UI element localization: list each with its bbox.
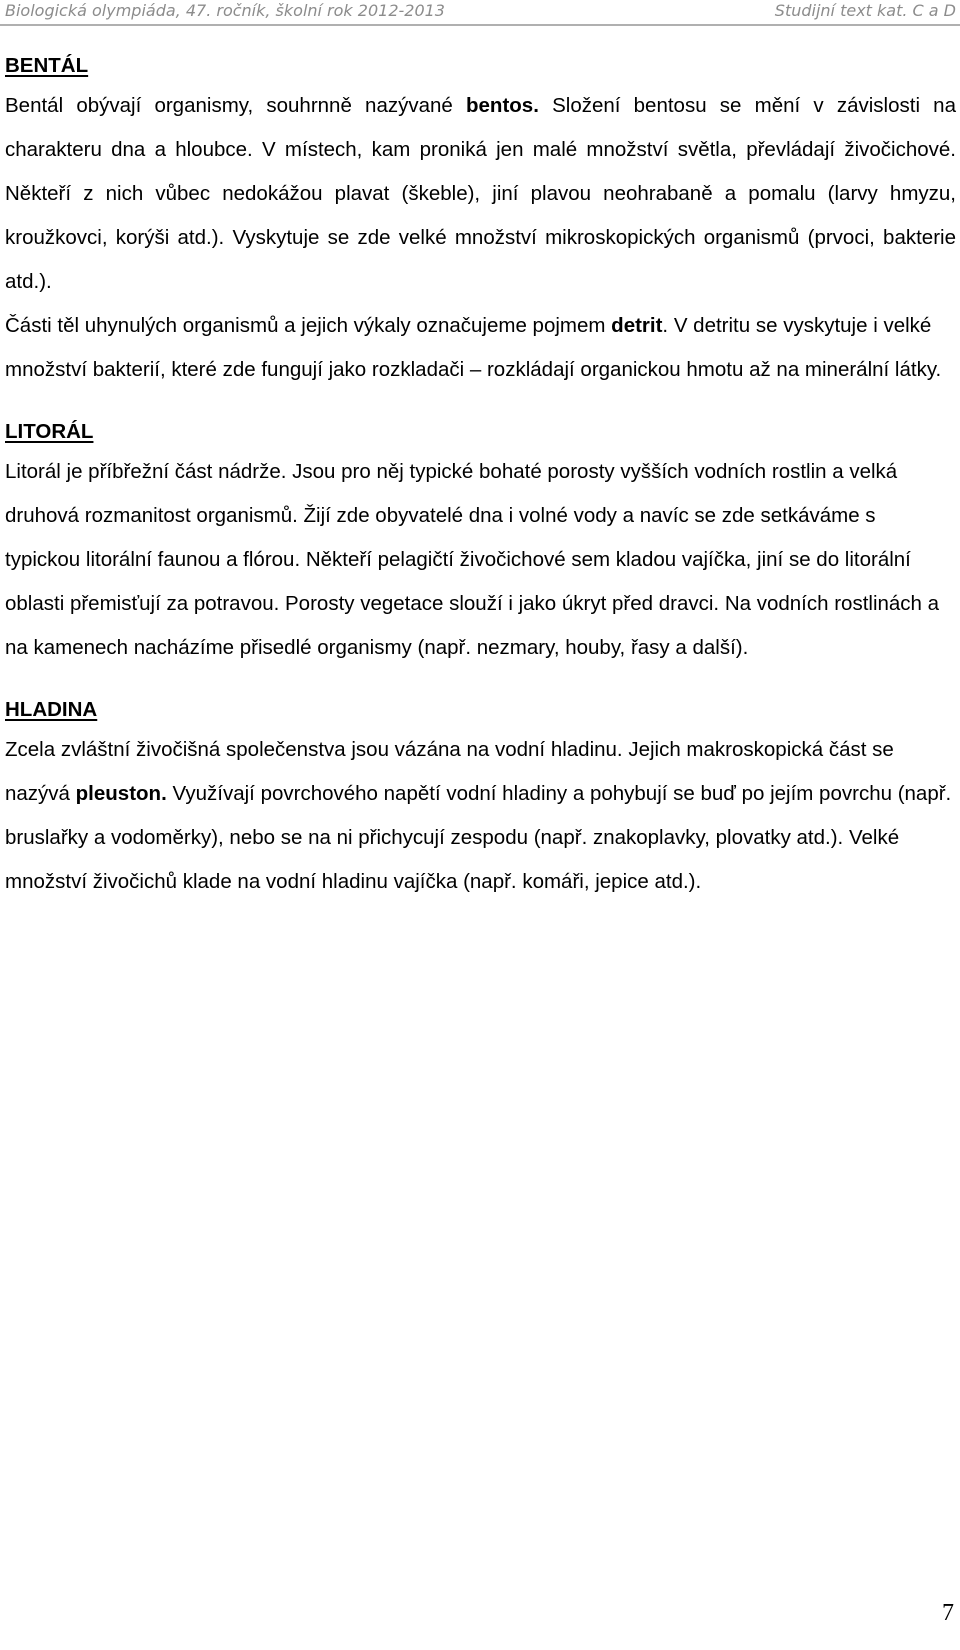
section-hladina xyxy=(5,692,956,904)
section-gap xyxy=(5,392,956,414)
paragraph-text: . V detritu se vyskytuje i velké množství bakterií, které zde fungují jako rozkladači – rozkládají organickou hmotu až na minerální látky. xyxy=(5,314,942,381)
paragraph-pleuston xyxy=(5,728,956,904)
paragraph-detrit xyxy=(5,304,956,392)
header-title: Biologická olympiáda, 47. ročník, školní rok 2012-2013 xyxy=(5,1,445,20)
running-header xyxy=(0,0,960,28)
paragraph-text: Zcela zvláštní živočišná společenstva jsou vázána na vodní hladinu. Jejich makroskopická část se nazývá xyxy=(5,738,894,805)
paragraph-text: Bentál obývají organismy, souhrnně nazývané xyxy=(5,94,466,117)
heading-litoral: LITORÁL xyxy=(5,420,94,443)
term-pleuston: pleuston. xyxy=(75,782,167,805)
section-gap xyxy=(5,670,956,692)
page-content xyxy=(5,48,956,904)
heading-bental: BENTÁL xyxy=(5,54,89,77)
header-category: Studijní text kat. C a D xyxy=(774,1,956,20)
paragraph-litoral: Litorál je příbřežní část nádrže. Jsou pro něj typické bohaté porosty vyšších vodních rostlin a velká druhová rozmanitost organismů. Žijí zde obyvatelé dna i volné vody a navíc se zde setkáváme s typickou litorální faunou a flórou. Někteří pelagičtí živočichové sem kladou vajíčka, jiní se do litorální oblasti přemisťují za potravou. Porosty vegetace slouží i jako úkryt před dravci. Na vodních rostlinách a na kamenech nacházíme přisedlé organismy (např. nezmary, houby, řasy a další). xyxy=(5,460,940,659)
paragraph-text: Složení bentosu se mění v závislosti na charakteru dna a hloubce. V místech, kam proniká jen malé množství světla, převládají živočichové. Někteří z nich vůbec nedokážou plavat (škeble), jiní plavou neohrabaně a pomalu (larvy hmyzu, kroužkovci, korýši atd.). Vyskytuje se zde velké množství mikroskopických organismů (prvoci, bakterie atd.). xyxy=(5,94,956,293)
page-number: 7 xyxy=(942,1600,954,1626)
paragraph-bentos xyxy=(5,84,956,304)
header-divider xyxy=(0,24,960,26)
paragraph-text: Části těl uhynulých organismů a jejich výkaly označujeme pojmem xyxy=(5,314,612,337)
section-litoral xyxy=(5,414,956,692)
term-detrit: detrit xyxy=(611,314,663,337)
term-bentos: bentos. xyxy=(466,94,539,117)
heading-hladina: HLADINA xyxy=(5,698,98,721)
section-bental xyxy=(5,48,956,414)
paragraph-text: Využívají povrchového napětí vodní hladiny a pohybují se buď po jejím povrchu (např. bruslařky a vodoměrky), nebo se na ni přichycují zespodu (např. znakoplavky, plovatky atd.). Velké množství živočichů klade na vodní hladinu vajíčka (např. komáři, jepice atd.). xyxy=(5,782,952,893)
